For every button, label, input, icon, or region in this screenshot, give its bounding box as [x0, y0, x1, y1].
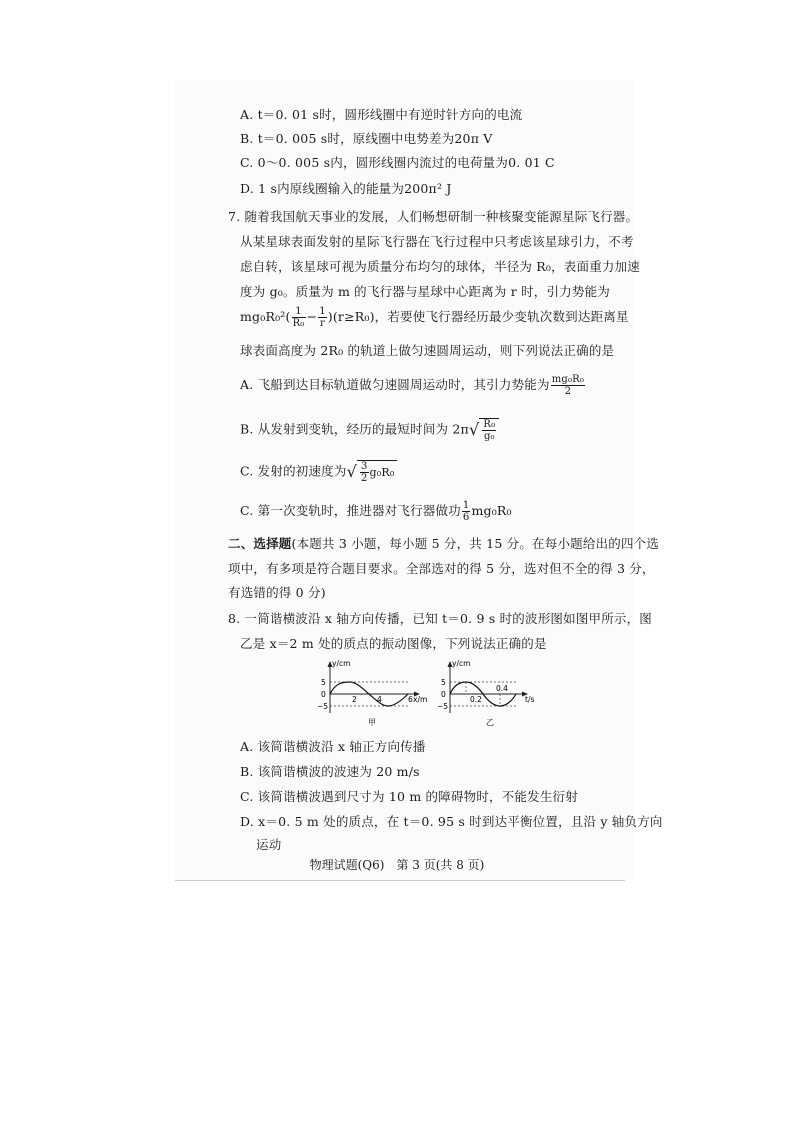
q7-stem-line-1: 7. 随着我国航天事业的发展，人们畅想研制一种核聚变能源星际飞行器。 [228, 209, 639, 224]
x-tick-label: 2 [352, 695, 357, 704]
option-text: C. 发射的初速度为 [240, 463, 347, 479]
sqrt-term: g₀R₀ [369, 466, 395, 479]
y-tick-label: 0 [321, 690, 326, 699]
q7-stem-line-6: 球表面高度为 2R₀ 的轨道上做匀速圆周运动，则下列说法正确的是 [240, 343, 615, 358]
option-text: C. 第一次变轨时，推进器对飞行器做功 [240, 503, 461, 518]
q8-option-c: C. 该简谐横波遇到尺寸为 10 m 的障碍物时，不能发生衍射 [240, 789, 578, 804]
section-2-line-3: 有选错的得 0 分) [228, 585, 326, 600]
minus-sign: − [306, 309, 318, 324]
figure-yi-vibration-graph [432, 657, 542, 727]
sqrt-symbol: √ [346, 462, 357, 481]
fraction-numerator: 1 [462, 500, 470, 511]
q7-stem-line-2: 从某星球表面发射的星际飞行器在飞行过程中只考虑该星球引力，不考 [240, 234, 634, 249]
fraction-denominator: g₀ [483, 431, 495, 442]
y-axis-label: y/cm [452, 659, 471, 668]
section-2-line-2: 项中，有多项是符合题目要求。全部选对的得 5 分，选对但不全的得 3 分， [228, 561, 655, 576]
sqrt-symbol: √ [468, 420, 480, 439]
y-tick-label: −5 [317, 702, 329, 711]
fraction-1-over-6 [462, 500, 471, 523]
q8-option-d-line-1: D. x＝0. 5 m 处的质点，在 t＝0. 95 s 时到达平衡位置，且沿 y 轴负方向 [240, 814, 663, 829]
q6-option-c: C. 0～0. 005 s内，圆形线圈内流过的电荷量为0. 01 C [240, 155, 555, 170]
option-text: A. 飞船到达目标轨道做匀速圆周运动时，其引力势能为 [240, 377, 550, 392]
y-tick-label: 5 [441, 678, 446, 687]
fraction-denominator: r [320, 318, 325, 329]
q8-stem-line-1: 8. 一简谐横波沿 x 轴方向传播，已知 t＝0. 9 s 时的波形图如图甲所示，图 [228, 611, 653, 626]
fraction-1-over-r0 [292, 306, 306, 329]
q8-option-d-line-2: 运动 [256, 837, 282, 852]
sqrt-body [357, 460, 397, 484]
t-axis-label: t/s [525, 695, 535, 704]
t-tick-label: 0.2 [470, 695, 482, 704]
fraction-denominator: 2 [360, 473, 368, 484]
section-title: 二、选择题 [228, 536, 292, 551]
sqrt-body [479, 418, 499, 442]
q7-option-c [240, 460, 397, 484]
y-tick-label: 5 [321, 678, 326, 687]
section-instructions: (本题共 3 小题，每小题 5 分，共 15 分。在每小题给出的四个选 [291, 536, 660, 551]
fraction-numerator: R₀ [483, 419, 496, 430]
fraction-r0-over-g0 [482, 419, 496, 442]
q7-option-a [240, 374, 586, 397]
x-tick-label: 6 [408, 695, 413, 704]
y-axis-label: y/cm [332, 659, 351, 668]
q7-stem-line-3: 虑自转，该星球可视为质量分布均匀的球体，半径为 R₀，表面重力加速 [240, 259, 640, 274]
fraction-1-over-r [318, 306, 327, 329]
figure-caption: 甲 [368, 718, 376, 727]
fraction-mg0r0-over-2 [551, 374, 585, 397]
q7-option-d [240, 500, 512, 523]
figure-jia-wave-graph [312, 657, 432, 727]
x-axis-label: x/m [413, 695, 428, 704]
t-tick-label: 0.4 [496, 684, 508, 693]
q6-option-a: A. t＝0. 01 s时，圆形线圈中有逆时针方向的电流 [240, 107, 523, 122]
q7-stem-line-5: mg₀R₀²( $\frac{1}{\text{R₀}}$ − $\frac{1}{r}$ )(r≥R₀)，若要使飞行器经历最少变轨次数到达距离星 [240, 306, 629, 329]
potential-energy-prefix: mg₀R₀² [240, 309, 286, 324]
fraction-3-over-2 [360, 461, 369, 484]
fraction-denominator: 2 [564, 386, 572, 397]
potential-energy-suffix: (r≥R₀)，若要使飞行器经历最少变轨次数到达距离星 [332, 309, 629, 324]
work-term: mg₀R₀ [471, 503, 512, 518]
fraction-numerator: 1 [319, 306, 326, 317]
y-tick-label: 0 [441, 690, 446, 699]
q8-stem-line-2: 乙是 x＝2 m 处的质点的振动图像，下列说法正确的是 [240, 636, 547, 651]
q8-option-a: A. 该简谐横波沿 x 轴正方向传播 [240, 739, 426, 754]
fraction-numerator: 3 [360, 461, 368, 472]
page-footer: 物理试题(Q6) 第 3 页(共 8 页) [309, 858, 485, 872]
fraction-denominator: 6 [462, 512, 470, 523]
section-2-line-1 [228, 535, 659, 553]
fraction-numerator: mg₀R₀ [551, 374, 585, 385]
q8-option-b: B. 该简谐横波的波速为 20 m/s [240, 764, 420, 779]
y-tick-label: −5 [437, 702, 449, 711]
q6-option-b: B. t＝0. 005 s时，原线圈中电势差为20π V [240, 131, 493, 146]
footer-divider [175, 880, 625, 881]
option-text: B. 从发射到变轨，经历的最短时间为 2π [240, 421, 469, 437]
q7-stem-line-4: 度为 g₀。质量为 m 的飞行器与星球中心距离为 r 时，引力势能为 [240, 284, 611, 299]
fraction-numerator: 1 [292, 306, 306, 318]
q6-option-d: D. 1 s内原线圈输入的能量为200π² J [240, 181, 452, 196]
figure-caption: 乙 [486, 718, 494, 727]
q7-option-b [240, 418, 499, 442]
x-tick-label: 4 [377, 695, 382, 704]
fraction-denominator: R₀ [292, 318, 305, 329]
